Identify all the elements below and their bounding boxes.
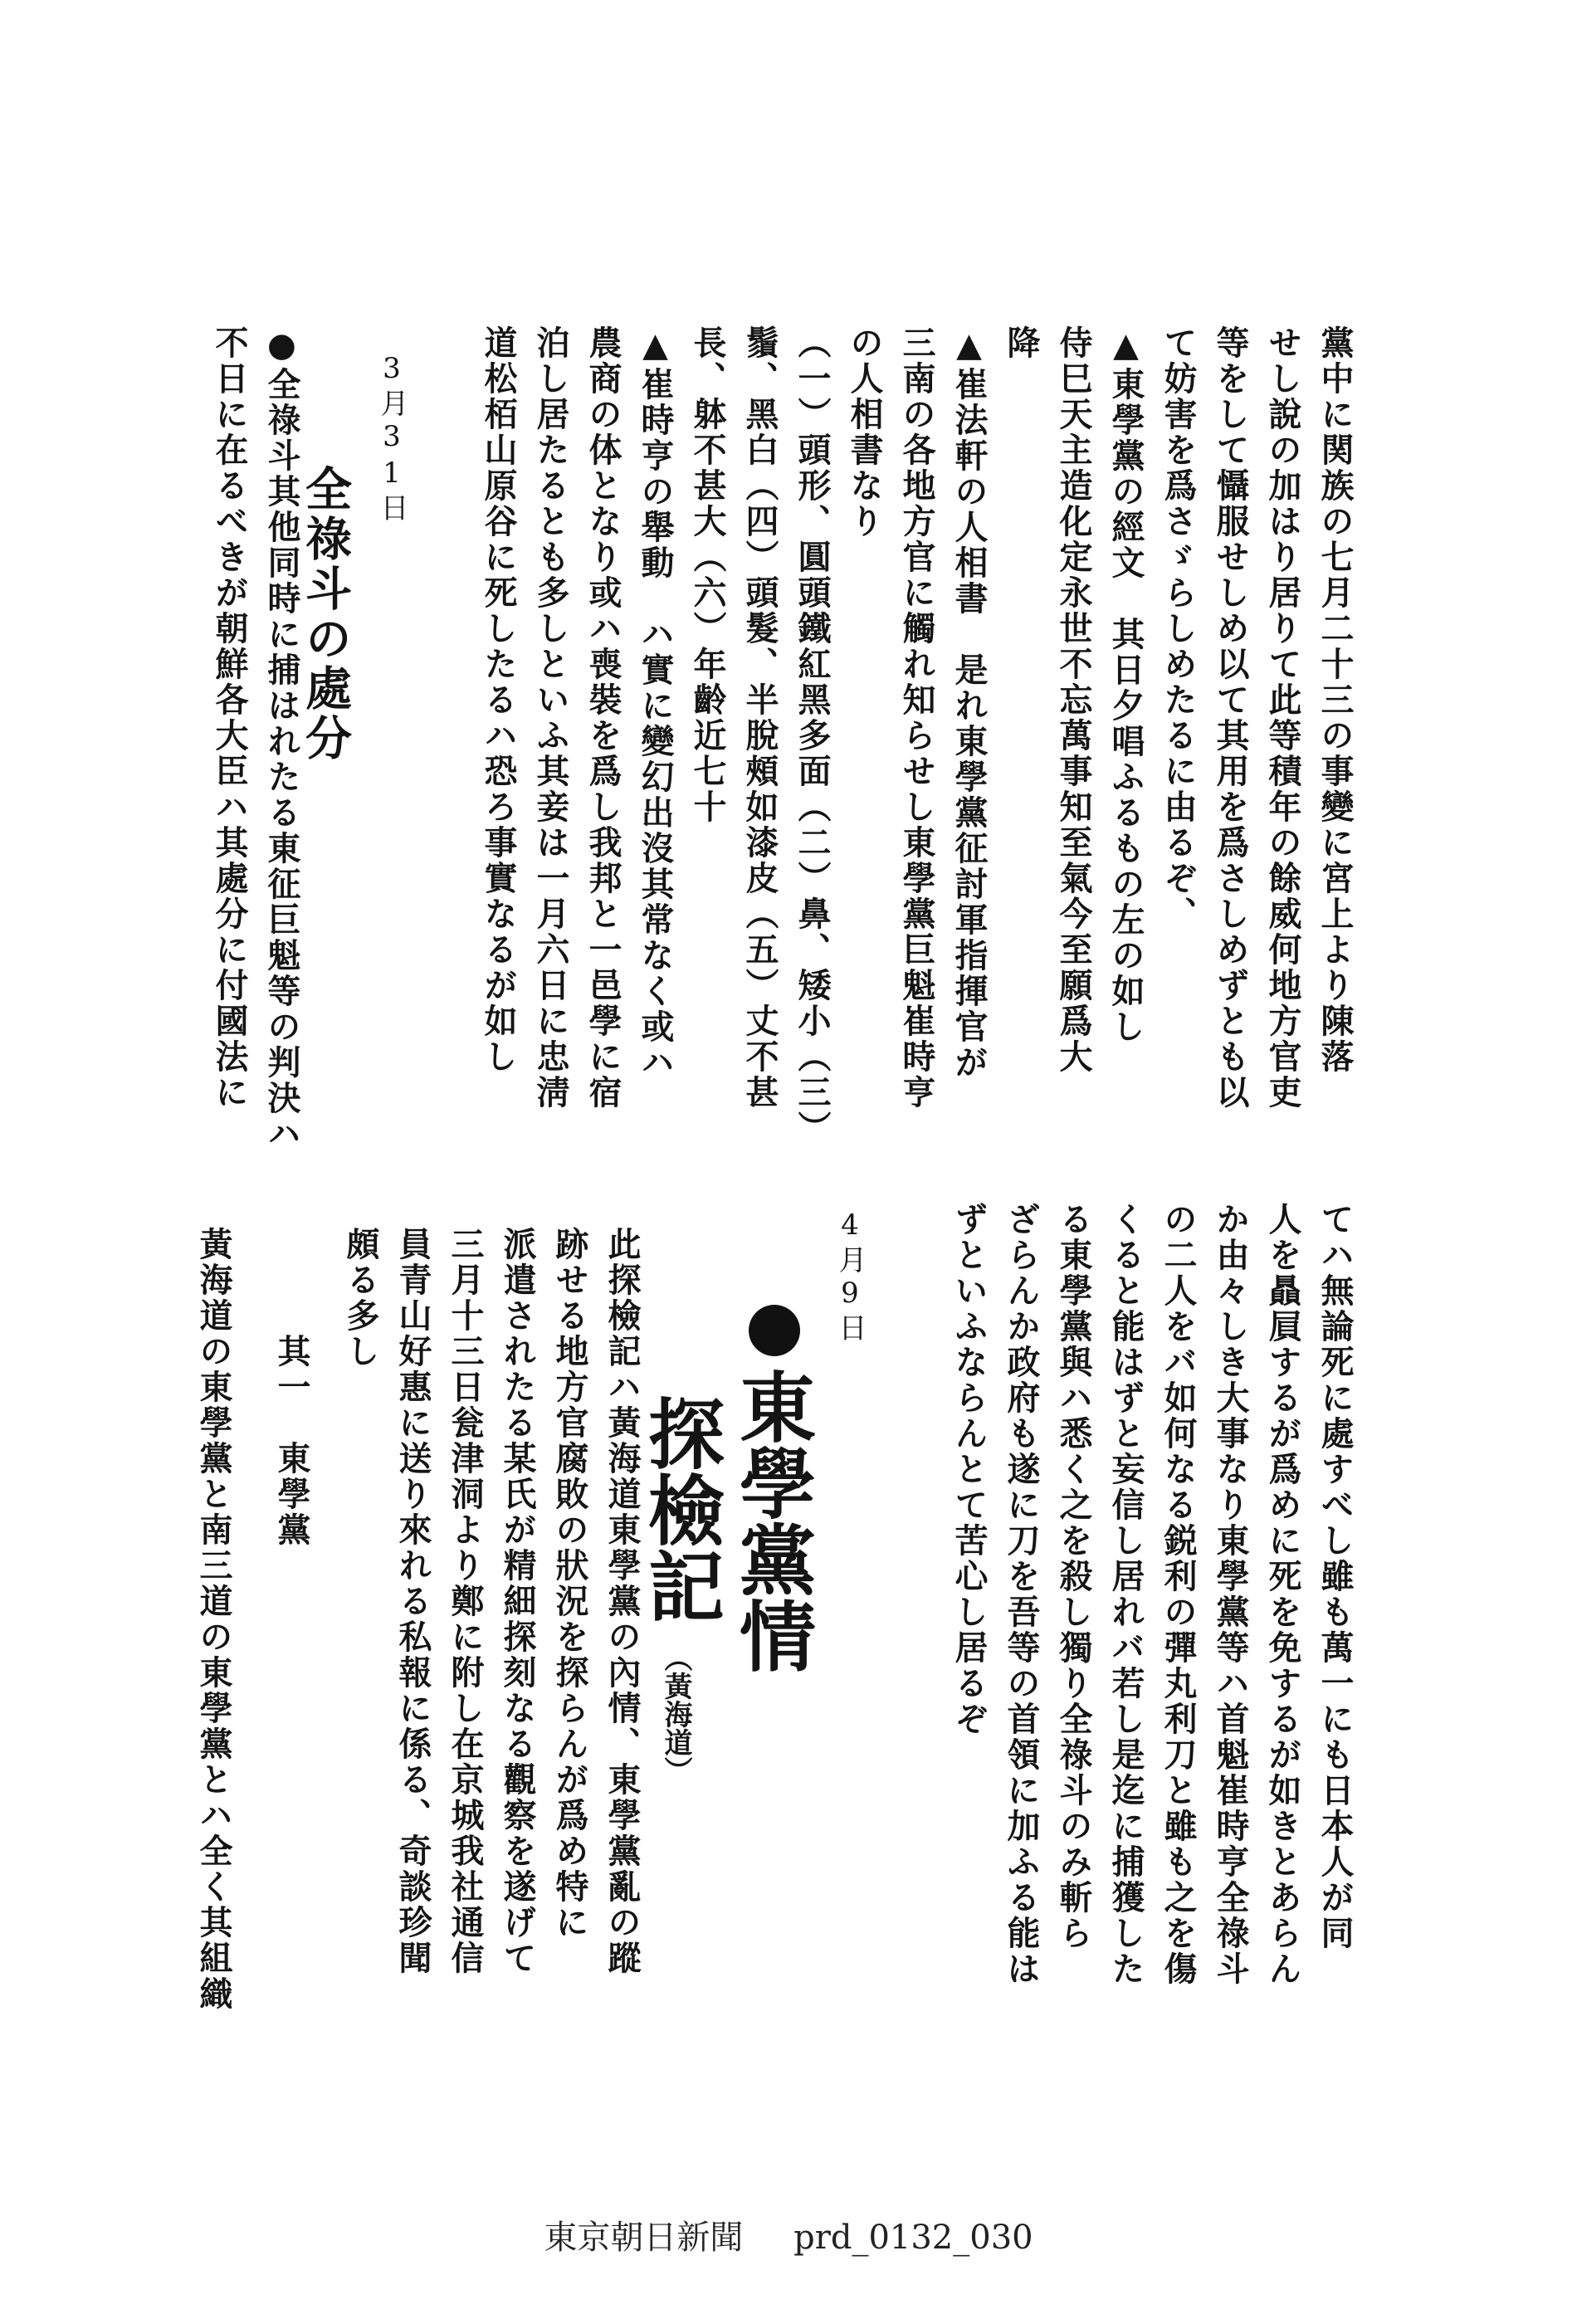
article-headline: 東學黨情 [727, 1368, 817, 1673]
text-column: 其一 東學黨 [272, 1227, 311, 1548]
article-headline: 全祿斗の處分 [298, 465, 353, 764]
article-subheadline: 探檢記 [636, 1394, 725, 1623]
text-column: 黨中に関族の七月二十三の事變に宮上より陳落 [1316, 325, 1355, 1075]
bullet-icon [749, 1305, 800, 1356]
text-column: 農商の体となり或ハ喪裝を爲し我邦と一邑學に宿 [583, 325, 622, 1111]
text-column: 此探檢記ハ黃海道東學黨の內情、東學黨亂の蹤 [603, 1227, 642, 1976]
text-column: 侍巳天主造化定永世不忘萬事知至氣今至願爲大 [1054, 325, 1093, 1075]
text-column: の二人をバ如何なる鋭利の彈丸利刀と雖も之を傷 [1159, 1202, 1198, 1987]
text-column: 等をして懾服せしめ以て其用を爲さしめずとも以 [1211, 325, 1250, 1111]
text-column: 三南の各地方官に觸れ知らせし東學黨巨魁崔時亨 [897, 325, 936, 1111]
text-column: 長、躰不甚大（六）年齡近七十 [688, 325, 727, 825]
text-column: る東學黨與ハ悉く之を殺し獨り全祿斗のみ斬ら [1054, 1202, 1093, 1951]
text-column: 跡せる地方官腐敗の狀況を探らんが爲め特に [550, 1227, 589, 1941]
text-column: 道松栢山原谷に死したるハ恐ろ事實なるが如し [479, 325, 518, 1075]
text-column: て妨害を爲さゞらしめたるに由るぞ、 [1159, 325, 1198, 932]
text-column: ▲崔時亨の舉動 ハ實に變幻出沒其常なく或ハ [636, 325, 675, 1081]
footer-source: 東京朝日新聞 [544, 2219, 744, 2257]
text-column: の人相書なり [845, 325, 884, 540]
text-column: ▲東學黨の經文 其日夕唱ふるもの左の如し [1106, 325, 1145, 1045]
text-column: ずといふならんとて苦心し居るぞ [950, 1202, 989, 1737]
text-column: 鬚、黑白（四）頭髮、半脫頰如漆皮（五）丈不甚 [740, 325, 779, 1111]
text-column: 三月十三日瓮津洞より鄭に附し在京城我社通信 [446, 1227, 485, 1976]
text-column: くると能はずと妄信し居れバ若し是迄に捕獲した [1106, 1202, 1145, 1987]
article-date: 3月31日 [375, 352, 408, 525]
text-column: 人を贔屓するが爲めに死を免するが如きとあらん [1263, 1202, 1302, 1987]
text-column: 不日に在るべきが朝鮮各大臣ハ其處分に付國法に [210, 325, 249, 1111]
footer-doc-id: prd_0132_030 [793, 2219, 1033, 2257]
text-column: 員青山好惠に送り來れる私報に係る、奇談珍聞 [393, 1227, 432, 1976]
text-column: か由々しき大事なり東學黨等ハ首魁崔時亨全祿斗 [1211, 1202, 1250, 1987]
text-column: てハ無論死に處すべし雖も萬一にも日本人が同 [1316, 1202, 1355, 1951]
text-column: （一）頭形、圓頭鐵紅黑多面（二）鼻、矮小（三） [793, 325, 832, 1146]
text-column: せし說の加はり居りて此等積年の餘威何地方官吏 [1263, 325, 1302, 1111]
text-column: ▲崔法軒の人相書 是れ東學黨征討軍指揮官が [950, 325, 989, 1081]
text-column: 派遣されたる某氏が精細探刻なる觀察を遂げて [498, 1227, 537, 1976]
article-date: 4月9日 [833, 1208, 867, 1345]
article-region: （黃海道） [659, 1643, 692, 1784]
text-column: 降 [1002, 325, 1041, 361]
text-column: ●全祿斗其他同時に捕はれたる東征巨魁等の判決ハ [262, 325, 301, 1152]
text-column: 黃海道の東學黨と南三道の東學黨とハ全く其組織 [194, 1227, 233, 2012]
text-column: ざらんか政府も遂に刀を吾等の首領に加ふる能は [1002, 1202, 1041, 1987]
page-footer [0, 2211, 1577, 2258]
text-column: 泊し居たるとも多しといふ其妾は一月六日に忠淸 [531, 325, 570, 1111]
text-column: 頗る多し [341, 1227, 380, 1370]
